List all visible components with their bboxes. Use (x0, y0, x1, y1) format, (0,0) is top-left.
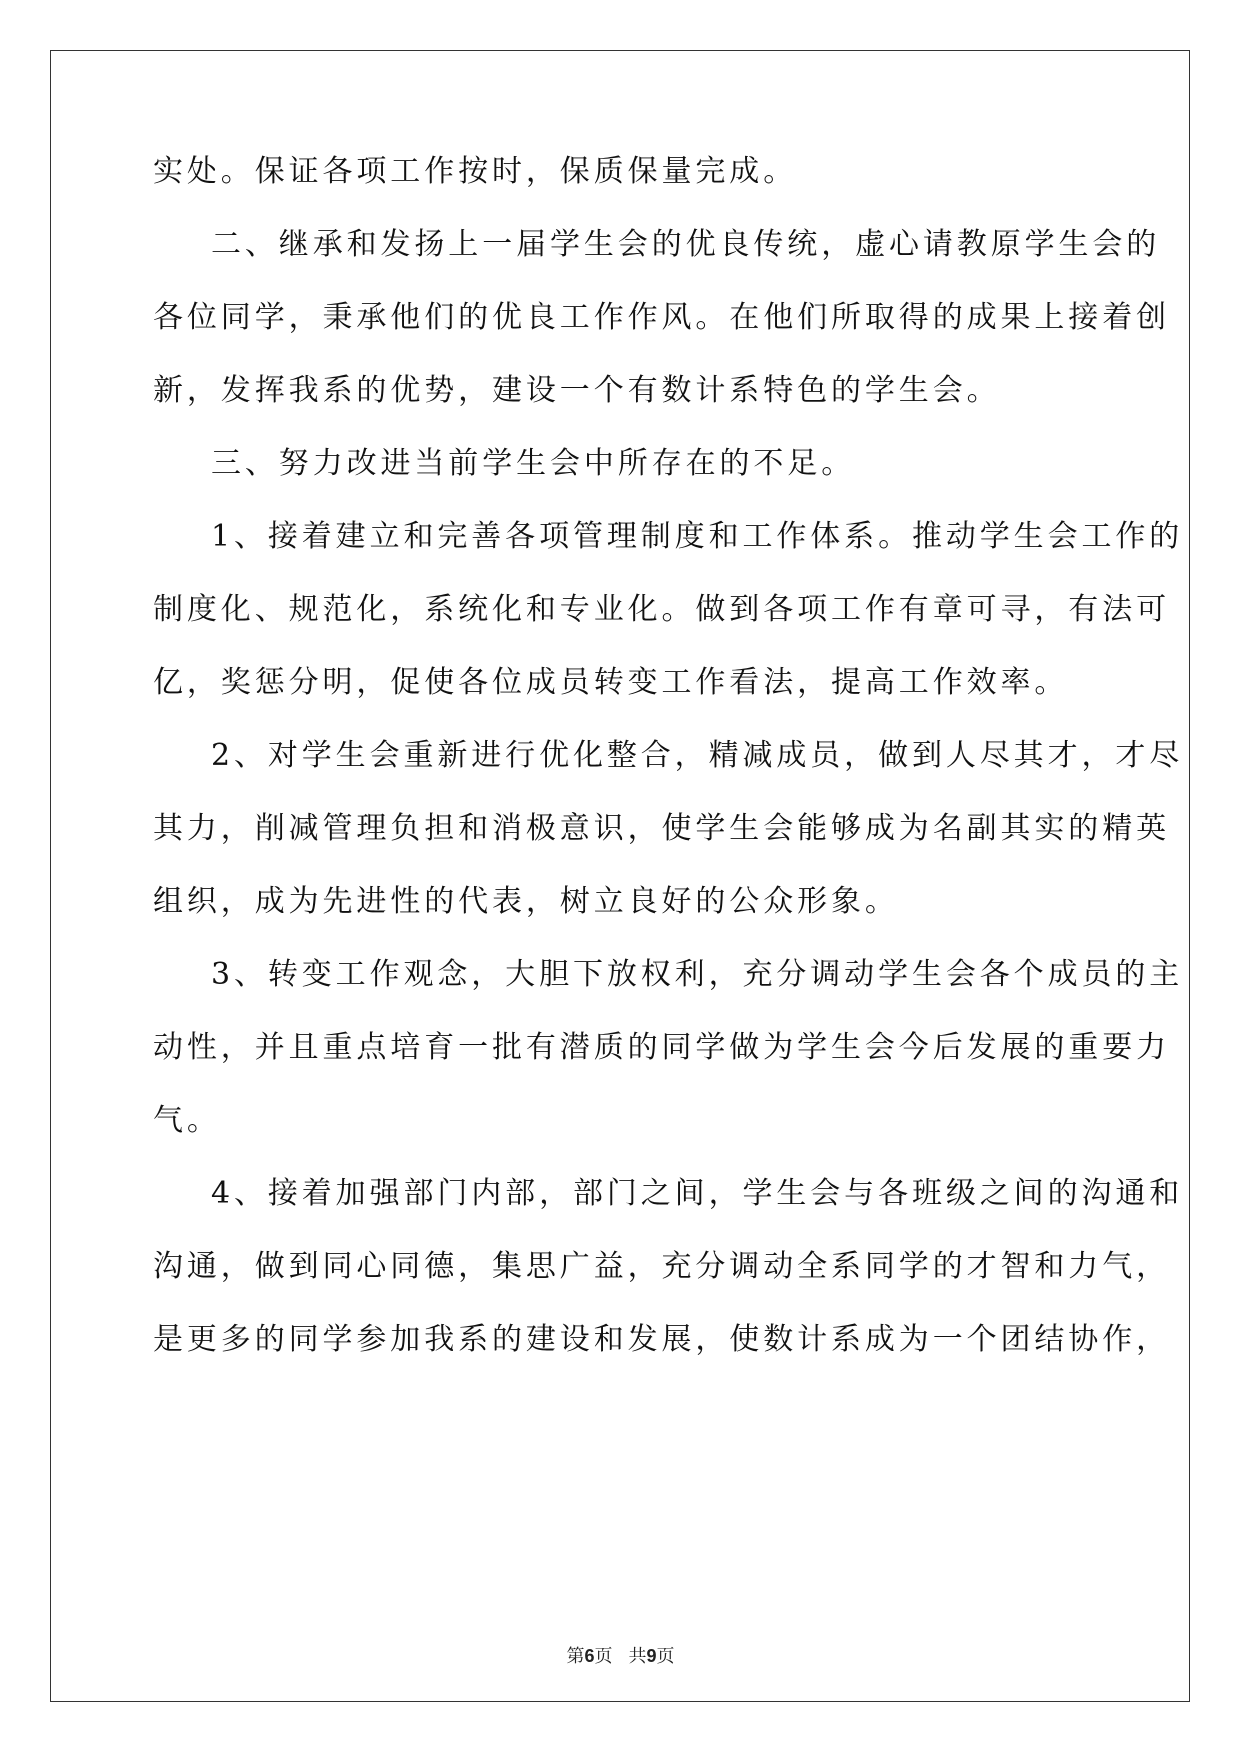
text-line-5: 三、努力改进当前学生会中所存在的不足。 (211, 446, 856, 481)
total-pages: 9 (646, 1646, 657, 1666)
text-line-4: 新，发挥我系的优势，建设一个有数计系特色的学生会。 (153, 373, 1001, 408)
text-line-9: 2、对学生会重新进行优化整合，精减成员，做到人尽其才，才尽 (211, 738, 1184, 773)
text-line-8: 亿，奖惩分明，促使各位成员转变工作看法，提高工作效率。 (153, 665, 1069, 700)
text-line-16: 沟通，做到同心同德，集思广益，充分调动全系同学的才智和力气， (153, 1249, 1170, 1284)
text-line-3: 各位同学，秉承他们的优良工作作风。在他们所取得的成果上接着创 (153, 300, 1170, 335)
page-number: 6 (584, 1646, 595, 1666)
text-line-17: 是更多的同学参加我系的建设和发展，使数计系成为一个团结协作， (153, 1322, 1170, 1357)
page-suffix: 页 (594, 1646, 613, 1667)
text-line-13: 动性，并且重点培育一批有潜质的同学做为学生会今后发展的重要力 (153, 1030, 1170, 1065)
text-line-14: 气。 (153, 1103, 221, 1138)
text-line-12: 3、转变工作观念，大胆下放权利，充分调动学生会各个成员的主 (211, 957, 1184, 992)
text-line-11: 组织，成为先进性的代表，树立良好的公众形象。 (153, 884, 899, 919)
text-line-1: 实处。保证各项工作按时，保质保量完成。 (153, 154, 798, 189)
text-line-7: 制度化、规范化，系统化和专业化。做到各项工作有章可寻，有法可 (153, 592, 1170, 627)
text-line-2: 二、继承和发扬上一届学生会的优良传统，虚心请教原学生会的 (211, 227, 1161, 262)
text-line-6: 1、接着建立和完善各项管理制度和工作体系。推动学生会工作的 (211, 519, 1184, 554)
text-line-10: 其力，削减管理负担和消极意识，使学生会能够成为名副其实的精英 (153, 811, 1170, 846)
total-prefix: 共 (628, 1646, 647, 1667)
text-line-15: 4、接着加强部门内部，部门之间，学生会与各班级之间的沟通和 (211, 1176, 1184, 1211)
page-prefix: 第 (566, 1646, 585, 1667)
page-footer (0, 1644, 1241, 1669)
total-suffix: 页 (656, 1646, 675, 1667)
